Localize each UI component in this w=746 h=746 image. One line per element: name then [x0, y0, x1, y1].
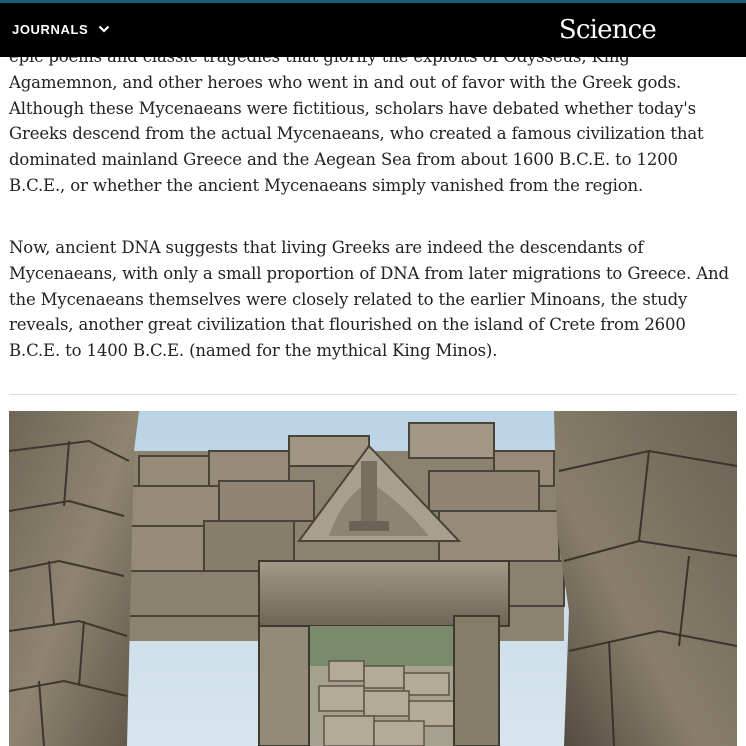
- site-header: [0, 0, 746, 57]
- article-photo-lion-gate: [9, 411, 737, 746]
- article-paragraph-2: Now, ancient DNA suggests that living Greeks are indeed the descendants of Mycenaeans, with only a small proportion of DNA from later migrations to Greece. And the Mycenaeans themselves were closely related to the earlier Minoans, the study reveals, another great civilization that flourished on the island of Crete from 2600 B.C.E. to 1400 B.C.E. (named for the mythical King Minos).: [9, 238, 729, 361]
- section-divider: [9, 394, 737, 395]
- journals-label: JOURNALS: [12, 21, 89, 37]
- science-logo[interactable]: Science: [558, 15, 656, 45]
- chevron-down-icon: [98, 24, 110, 34]
- journals-menu-button[interactable]: [12, 17, 110, 41]
- article-paragraph-1: Agamemnon, and other heroes who went in and out of favor with the Greek gods. Although these Mycenaeans were fictitious, scholars have debated whether today's Greeks descend from the actual Mycenaeans, who created a famous civilization that dominated mainland Greece and the Aegean Sea from about 1600 B.C.E. to 1200 B.C.E., or whether the ancient Mycenaeans simply vanished from the region.: [9, 72, 704, 195]
